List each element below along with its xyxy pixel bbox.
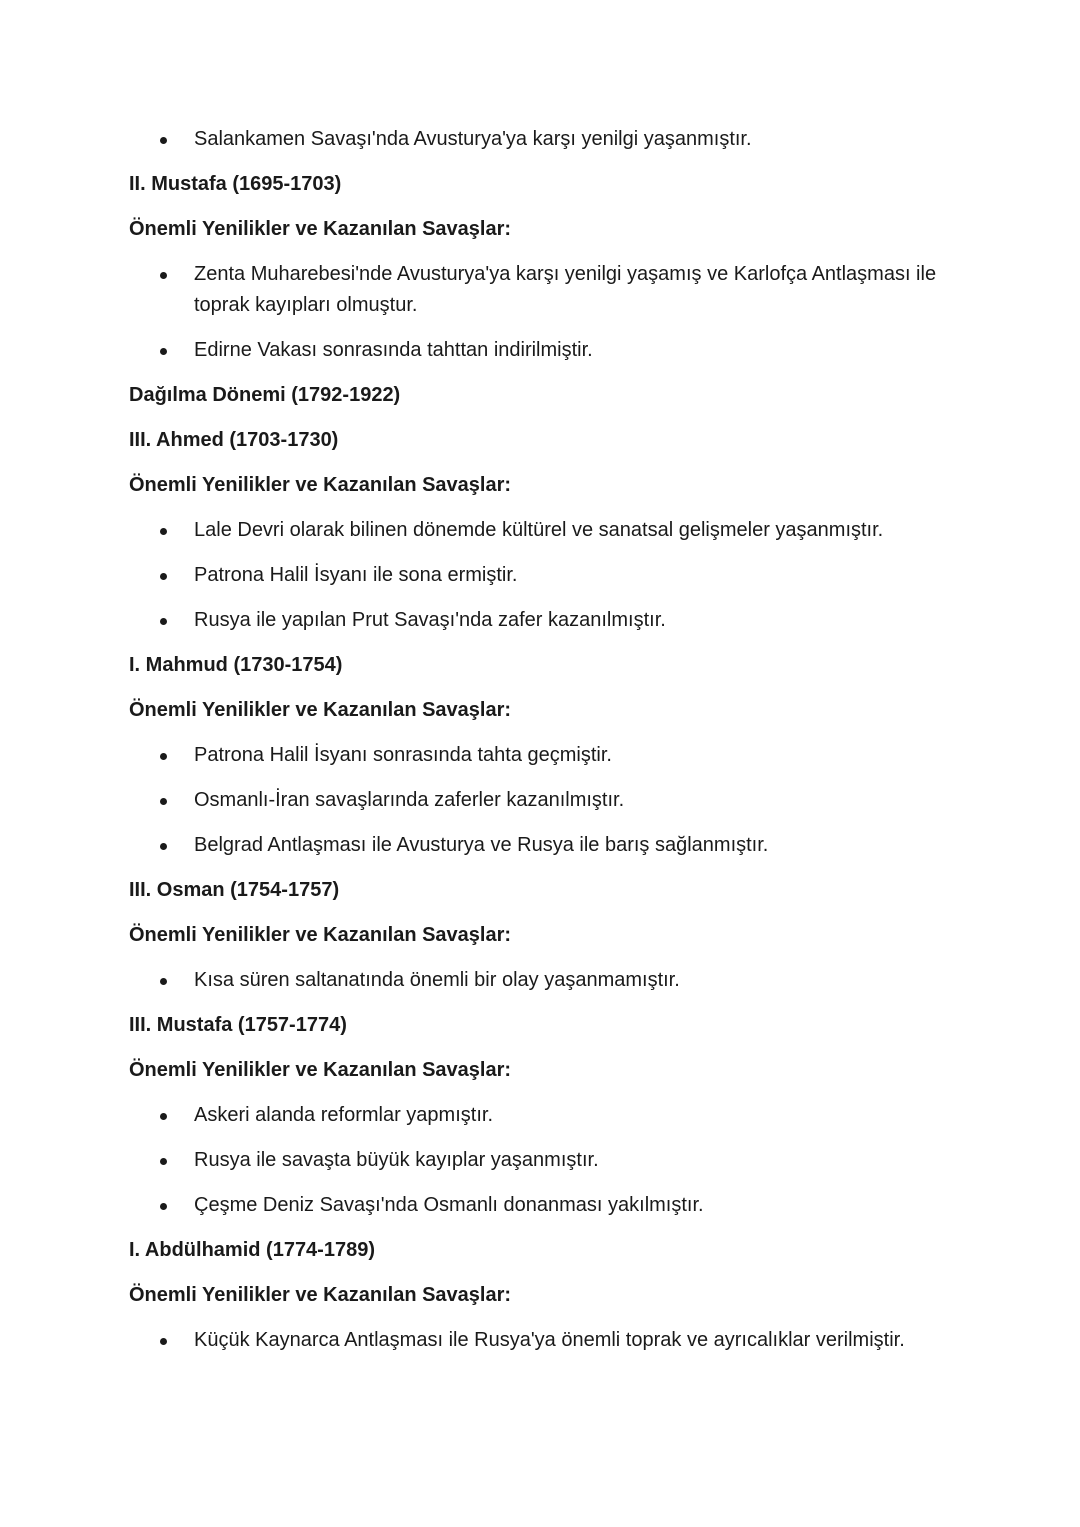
list-item <box>129 515 959 546</box>
bullet-icon <box>160 272 167 279</box>
list-item-text: Küçük Kaynarca Antlaşması ile Rusya'ya önemli toprak ve ayrıcalıklar verilmiştir. <box>194 1329 905 1351</box>
list-item-text: Rusya ile yapılan Prut Savaşı'nda zafer kazanılmıştır. <box>194 609 666 631</box>
list-item-text: Rusya ile savaşta büyük kayıplar yaşanmıştır. <box>194 1149 599 1171</box>
list-item <box>129 124 959 155</box>
list-item-text: Kısa süren saltanatında önemli bir olay yaşanmamıştır. <box>194 969 680 991</box>
list-item <box>129 740 959 771</box>
section-heading: I. Abdülhamid (1774-1789) <box>129 1239 375 1261</box>
section-heading: III. Mustafa (1757-1774) <box>129 1014 347 1036</box>
section-heading: Önemli Yenilikler ve Kazanılan Savaşlar: <box>129 1059 512 1081</box>
list-item-text: Patrona Halil İsyanı ile sona ermiştir. <box>194 564 518 586</box>
section-heading: Önemli Yenilikler ve Kazanılan Savaşlar: <box>129 1284 512 1306</box>
list-item <box>129 1145 959 1176</box>
section-heading: III. Ahmed (1703-1730) <box>129 429 339 451</box>
list-item <box>129 830 959 861</box>
section-heading: Önemli Yenilikler ve Kazanılan Savaşlar: <box>129 699 512 721</box>
bullet-icon <box>160 137 167 144</box>
list-item <box>129 560 959 591</box>
bullet-icon <box>160 1203 167 1210</box>
bullet-icon <box>160 528 167 535</box>
bullet-icon <box>160 618 167 625</box>
list-item <box>129 1190 959 1221</box>
section-heading: Önemli Yenilikler ve Kazanılan Savaşlar: <box>129 474 512 496</box>
list-item-text: Askeri alanda reformlar yapmıştır. <box>194 1104 493 1126</box>
list-item-text: Salankamen Savaşı'nda Avusturya'ya karşı yenilgi yaşanmıştır. <box>194 128 752 150</box>
section-heading: Dağılma Dönemi (1792-1922) <box>129 384 401 406</box>
bullet-icon <box>160 348 167 355</box>
list-item <box>129 1325 959 1356</box>
bullet-icon <box>160 1338 167 1345</box>
bullet-icon <box>160 573 167 580</box>
section-heading: I. Mahmud (1730-1754) <box>129 654 343 676</box>
list-item-text: Çeşme Deniz Savaşı'nda Osmanlı donanması yakılmıştır. <box>194 1194 704 1216</box>
list-item <box>129 785 959 816</box>
section-heading: Önemli Yenilikler ve Kazanılan Savaşlar: <box>129 218 512 240</box>
list-item-text: Patrona Halil İsyanı sonrasında tahta geçmiştir. <box>194 744 612 766</box>
list-item-text: Edirne Vakası sonrasında tahttan indirilmiştir. <box>194 339 593 361</box>
section-heading: III. Osman (1754-1757) <box>129 879 340 901</box>
list-item <box>129 259 959 321</box>
document-content <box>129 124 959 1370</box>
bullet-icon <box>160 978 167 985</box>
bullet-icon <box>160 843 167 850</box>
list-item-text: Zenta Muharebesi'nde Avusturya'ya karşı yenilgi yaşamış ve Karlofça Antlaşması ile toprak kayıpları olmuştur. <box>194 263 937 316</box>
list-item <box>129 1100 959 1131</box>
section-heading: II. Mustafa (1695-1703) <box>129 173 342 195</box>
list-item <box>129 335 959 366</box>
list-item-text: Lale Devri olarak bilinen dönemde kültürel ve sanatsal gelişmeler yaşanmıştır. <box>194 519 884 541</box>
bullet-icon <box>160 1113 167 1120</box>
list-item <box>129 965 959 996</box>
section-heading: Önemli Yenilikler ve Kazanılan Savaşlar: <box>129 924 512 946</box>
list-item-text: Belgrad Antlaşması ile Avusturya ve Rusya ile barış sağlanmıştır. <box>194 834 769 856</box>
list-item <box>129 605 959 636</box>
bullet-icon <box>160 798 167 805</box>
list-item-text: Osmanlı-İran savaşlarında zaferler kazanılmıştır. <box>194 789 625 811</box>
bullet-icon <box>160 1158 167 1165</box>
bullet-icon <box>160 753 167 760</box>
